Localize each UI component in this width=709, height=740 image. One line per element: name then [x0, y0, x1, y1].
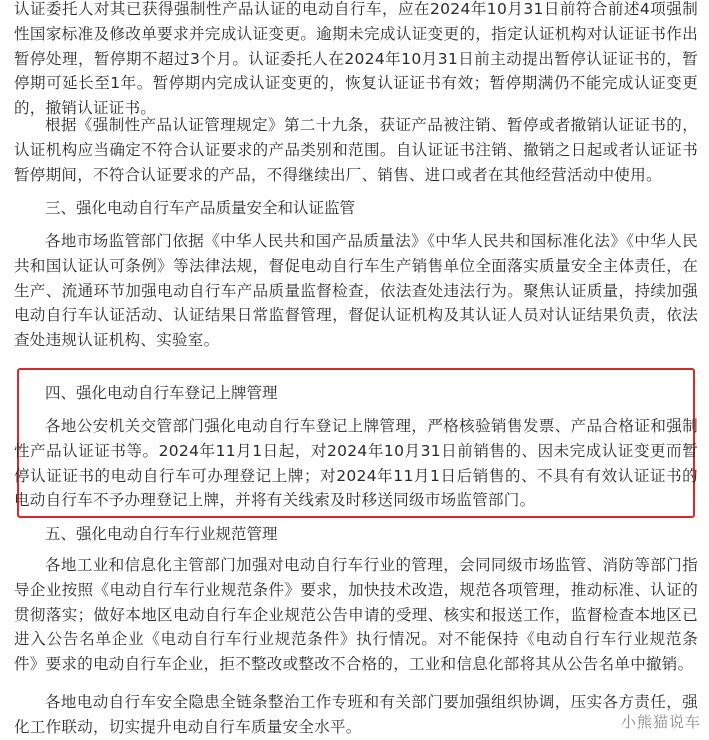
- section-heading-5: 五、强化电动自行车行业规范管理: [45, 525, 278, 543]
- paragraph-coordination: 各地电动自行车安全隐患全链条整治工作专班和有关部门要加强组织协调，压实各方责任，强化工作联动，切实提升电动自行车质量安全水平。: [14, 693, 698, 736]
- paragraph-market-supervision: 各地市场监管部门依据《中华人民共和国产品质量法》《中华人民共和国标准化法》《中华人民共和国认证认可条例》等法律法规，督促电动自行车生产销售单位全面落实质量安全主体责任，在生产、流通环节加强电动自行车产品质量监督检查，依法查处违法行为。聚焦认证质量，持续加强电动自行车认证活动、认证结果日常监督管理，督促认证机构及其认证人员对认证结果负责，依法查处违规认证机构、实验室。: [14, 232, 698, 350]
- section-heading-3: 三、强化电动自行车产品质量安全和认证监管: [45, 199, 356, 217]
- watermark-text: 小熊猫说车: [620, 713, 701, 731]
- section-heading-4: 四、强化电动自行车登记上牌管理: [45, 384, 278, 402]
- paragraph-industry-regulation: 各地工业和信息化主管部门加强对电动自行车行业的管理，会同同级市场监管、消防等部门指导企业按照《电动自行车行业规范条件》要求，加快技术改造，规范各项管理，推动标准、认证的贯彻落实；做好本地区电动自行车企业规范公告申请的受理、核实和报送工作，监督检查本地区已进入公告名单企业《电动自行车行业规范条件》执行情况。对不能保持《电动自行车行业规范条件》要求的电动自行车企业，拒不整改或整改不合格的，工业和信息化部将其从公告名单中撤销。: [14, 556, 698, 674]
- paragraph-registration-plates: 各地公安机关交管部门强化电动自行车登记上牌管理，严格核验销售发票、产品合格证和强制性产品认证证书等。2024年11月1日起，对2024年10月31日前销售的、因未完成认证变更而暂停认证证书的电动自行车可办理登记上牌；对2024年11月1日后销售的、不具有有效认证证书的电动自行车不予办理登记上牌，并将有关线索及时移送同级市场监管部门。: [14, 417, 698, 510]
- paragraph-regulation-article-29: 根据《强制性产品认证管理规定》第二十九条，获证产品被注销、暂停或者撤销认证证书的，认证机构应当确定不符合认证要求的产品类别和范围。自认证证书注销、撤销之日起或者认证证书暂停期间，不符合认证要求的产品，不得继续出厂、销售、进口或者在其他经营活动中使用。: [14, 116, 698, 184]
- paragraph-certification-change: 认证委托人对其已获得强制性产品认证的电动自行车，应在2024年10月31日前符合前述4项强制性国家标准及修改单要求并完成认证变更。逾期未完成认证变更的，指定认证机构对认证证书作出暂停处理，暂停期不超过3个月。认证委托人在2024年10月31日前主动提出暂停认证证书的，暂停期可延长至1年。暂停期内完成认证变更的，恢复认证证书有效；暂停期满仍不能完成认证变更的，撤销认证证书。: [14, 0, 698, 118]
